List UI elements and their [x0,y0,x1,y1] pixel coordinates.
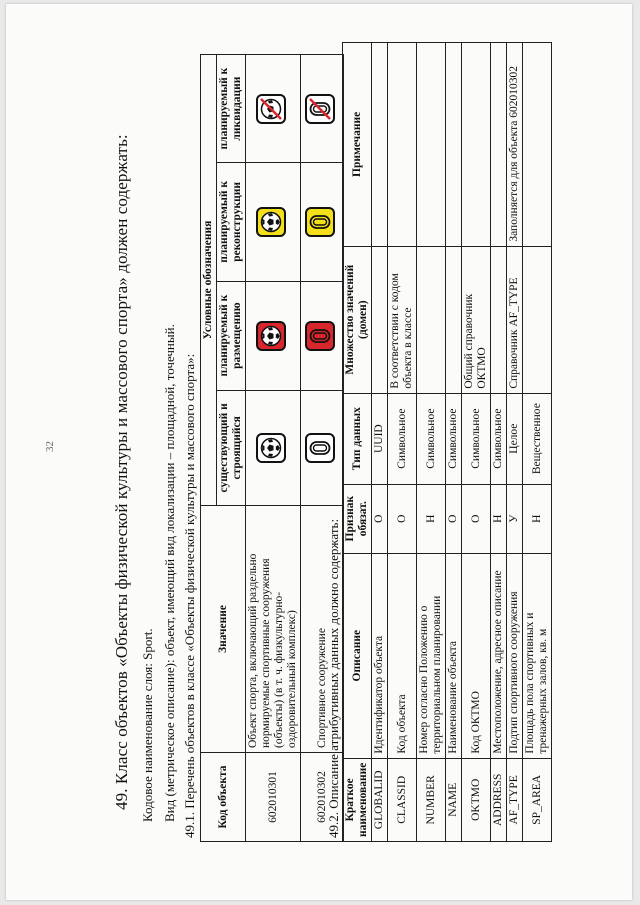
page-number: 32 [44,441,56,452]
col-header-desc: Описание [343,553,372,758]
attr-caption: 49.2. Описание атрибутивных данных должно содержать: [326,518,341,838]
col-header-short: Краткое наименование [343,758,372,841]
attr-req: У [507,484,523,553]
table-row [523,43,552,842]
attr-desc: Идентификатор объекта [372,553,388,758]
object-meaning: Спортивное сооружение [301,506,344,753]
attr-desc: Наименование объекта [446,553,462,758]
attr-short: ADDRESS [491,758,507,841]
attr-domain [491,246,507,393]
col-header-recon: планируемый к реконструкции [217,163,246,282]
attr-short: NAME [446,758,462,841]
table-row [246,55,301,842]
attr-short: CLASSID [388,758,417,841]
attr-domain [446,246,462,393]
list-caption: 49.1. Перечень объектов в классе «Объекты физической культуры и массового спорта»: [182,353,197,838]
col-header-domain: Множество значений (домен) [343,246,372,393]
soccer-ball-crossed-icon [256,94,286,124]
table-row [491,43,507,842]
table-row [388,43,417,842]
attr-req: О [462,484,491,553]
object-code: 602010302 [301,753,344,842]
attr-req: Н [417,484,446,553]
attr-type: Символьное [446,393,462,484]
attr-req: О [446,484,462,553]
attr-domain: Общий справочник ОКТМО [462,246,491,393]
attr-type: Символьное [388,393,417,484]
col-header-note: Примечание [343,43,372,247]
col-header-existing: существующий и строящийся [217,390,246,505]
section-heading: 49. Класс объектов «Объекты физической культуры и массового спорта» должен содержать: [112,134,131,810]
col-header-type: Тип данных [343,393,372,484]
col-header-req: Признак обязат. [343,484,372,553]
rotated-sheet [6,4,632,900]
running-track-icon [305,207,335,237]
attr-desc: Код ОКТМО [462,553,491,758]
attr-type: UUID [372,393,388,484]
geometry-text: Вид (метрическое описание): объект, имеющий вид локализации – площадной, точечный. [162,324,177,822]
attr-note [417,43,446,247]
document-page [6,4,632,900]
attr-note [446,43,462,247]
col-header-liq: планируемый к ликвидации [217,55,246,163]
table-row [462,43,491,842]
attr-note [372,43,388,247]
soccer-ball-icon [256,433,286,463]
attr-domain [417,246,446,393]
table-row [507,43,523,842]
attr-desc: Местоположение, адресное описание [491,553,507,758]
attr-short: NUMBER [417,758,446,841]
attr-type: Целое [507,393,523,484]
object-code: 602010301 [246,753,301,842]
attr-desc: Код объекта [388,553,417,758]
attr-type: Символьное [462,393,491,484]
attr-desc: Площадь пола спортивных и тренажерных залов, кв. м [523,553,552,758]
attr-req: О [388,484,417,553]
attr-note [388,43,417,247]
col-header-meaning: Значение [201,506,246,753]
running-track-icon [305,433,335,463]
attr-domain: В соответствии с кодом объекта в классе [388,246,417,393]
attr-desc: Подтип спортивного сооружения [507,553,523,758]
col-header-planned: планируемый к размещению [217,281,246,390]
attr-req: Н [491,484,507,553]
col-header-code: Код объекта [201,753,246,842]
attr-req: Н [523,484,552,553]
attr-domain: Справочник AF_TYPE [507,246,523,393]
attr-note [523,43,552,247]
objects-table [200,54,344,842]
soccer-ball-icon [256,321,286,351]
soccer-ball-icon [256,207,286,237]
attr-note: Заполняется для объекта 602010302 [507,43,523,247]
attr-req: О [372,484,388,553]
attr-short: GLOBALID [372,758,388,841]
attr-short: AF_TYPE [507,758,523,841]
col-header-symbols: Условные обозначения [201,55,217,506]
attr-domain [372,246,388,393]
attr-type: Символьное [491,393,507,484]
attr-domain [523,246,552,393]
attr-type: Вещественное [523,393,552,484]
attr-type: Символьное [417,393,446,484]
table-row [417,43,446,842]
attr-short: OKTMO [462,758,491,841]
attributes-table [342,42,552,842]
layer-code-text: Кодовое наименование слоя: Sport. [140,628,155,822]
attr-short: SP_AREA [523,758,552,841]
object-meaning: Объект спорта, включающий раздельно нормируемые спортивные сооружения (объекты) (в т. ч. физкультурно-оздоровительный комплекс) [246,506,301,753]
running-track-crossed-icon [305,94,335,124]
attr-desc: Номер согласно Положению о территориальном планировании [417,553,446,758]
table-row [372,43,388,842]
attr-note [491,43,507,247]
table-row [446,43,462,842]
running-track-icon [305,321,335,351]
attr-note [462,43,491,247]
